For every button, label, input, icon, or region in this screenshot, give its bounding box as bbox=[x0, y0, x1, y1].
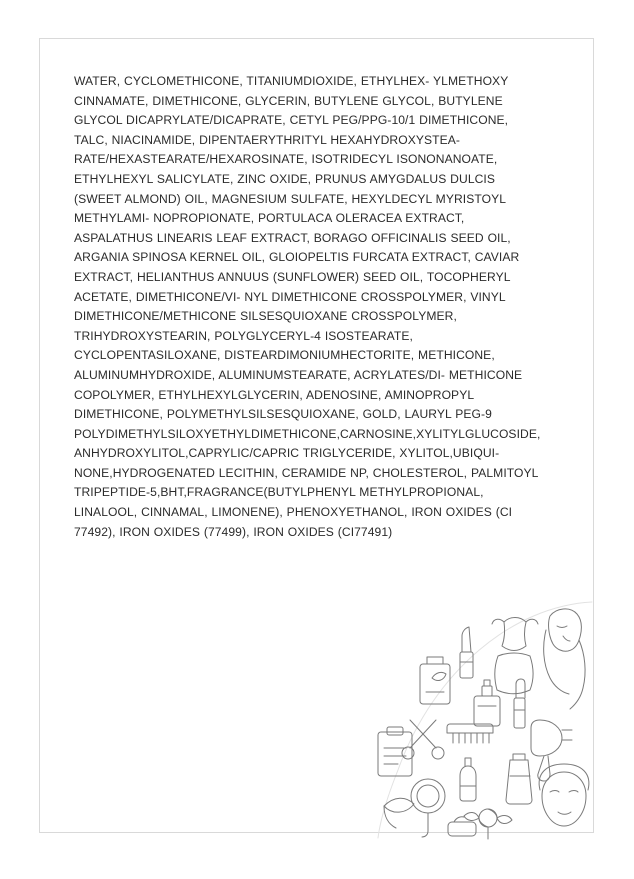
ingredients-list-text: WATER, CYCLOMETHICONE, TITANIUMDIOXIDE, ETHYLHEX- YLMETHOXY CINNAMATE, DIMETHICONE, GLYCERIN, BUTYLENE GLYCOL, BUTYLENE GLYCOL DICAPRYLATE/DICAPRATE, CETYL PEG/PPG-10/1 DIMETHICONE, TALC, NIACINAMIDE, DIPENTAERYTHRITYL HEXAHYDROXYSTEA-RATE/HEXASTEARATE/HEXAROSINATE, ISOTRIDECYL ISONONANOATE, ETHYLHEXYL SALICYLATE, ZINC OXIDE, PRUNUS AMYGDALUS DULCIS (SWEET ALMOND) OIL, MAGNESIUM SULFATE, HEXYLDECYL MYRISTOYL METHYLAMI- NOPROPIONATE, PORTULACA OLERACEA EXTRACT, ASPALATHUS LINEARIS LEAF EXTRACT, BORAGO OFFICINALIS SEED OIL, ARGANIA SPINOSA KERNEL OIL, GLOIOPELTIS FURCATA EXTRACT, CAVIAR EXTRACT, HELIANTHUS ANNUUS (SUNFLOWER) SEED OIL, TOCOPHERYL ACETATE, DIMETHICONE/VI- NYL DIMETHICONE CROSSPOLYMER, VINYL DIMETHICONE/METHICONE SILSESQUIOXANE CROSSPOLYMER, TRIHYDROXYSTEARIN, POLYGLYCERYL-4 ISOSTEARATE, CYCLOPENTASILOXANE, DISTEARDIMONIUMHECTORITE, METHICONE, ALUMINUMHYDROXIDE, ALUMINUMSTEARATE, ACRYLATES/DI- METHICONE COPOLYMER, ETHYLHEXYLGLYCERIN, ADENOSINE, AMINOPROPYL DIMETHICONE, POLYMETHYLSILSESQUIOXANE, GOLD, LAURYL PEG-9 POLYDIMETHYLSILOXYETHYLDIMETHICONE,CARNOSINE,XYLITYLGLUCOSIDE, ANHYDROXYLITOL,CAPRYLIC/CAPRIC TRIGLYCERIDE, XYLITOL,UBIQUI-NONE,HYDROGENATED LECITHIN, CERAMIDE NP, CHOLESTEROL, PALMITOYL TRIPEPTIDE-5,BHT,FRAGRANCE(BUTYLPHENYL METHYLPROPIONAL, LINALOOL, CINNAMAL, LIMONENE), PHENOXYETHANOL, IRON OXIDES (CI 77492), IRON OXIDES (77499), IRON OXIDES (CI77491) bbox=[74, 74, 544, 539]
